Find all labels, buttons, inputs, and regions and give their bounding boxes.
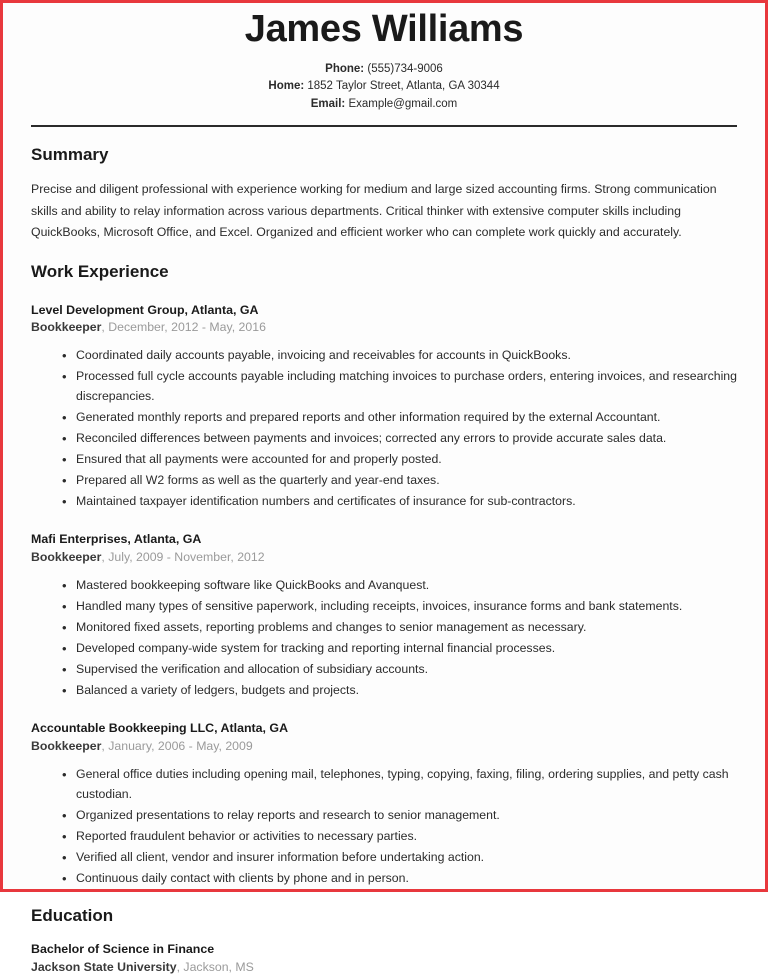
job-entry xyxy=(31,302,737,512)
section-title-education: Education xyxy=(31,906,114,926)
job-meta xyxy=(31,319,737,337)
job-bullet: • Organized presentations to relay reports and research to senior management. xyxy=(31,806,737,826)
job-bullet: • Processed full cycle accounts payable including matching invoices to purchase orders, entering invoices, and researching discrepancies. xyxy=(31,367,737,407)
job-bullet: • Mastered bookkeeping software like QuickBooks and Avanquest. xyxy=(31,576,737,596)
contact-label-email: Email: xyxy=(310,97,346,110)
job-dates: , July, 2009 - November, 2012 xyxy=(101,550,265,565)
job-organization: Mafi Enterprises, Atlanta, GA xyxy=(31,532,202,547)
education-school-name: Jackson State University xyxy=(31,959,177,974)
job-organization: Accountable Bookkeeping LLC, Atlanta, GA xyxy=(31,721,289,736)
job-bullet: • Reported fraudulent behavior or activities to necessary parties. xyxy=(31,827,737,847)
section-summary xyxy=(31,145,737,244)
education-school-location: , Jackson, MS xyxy=(176,959,254,974)
resume-header xyxy=(31,7,737,113)
job-meta xyxy=(31,738,737,756)
contact-value-home: 1852 Taylor Street, Atlanta, GA 30344 xyxy=(307,80,500,93)
section-title-summary: Summary xyxy=(31,145,109,165)
education-school-line xyxy=(31,959,737,976)
education-entry xyxy=(31,941,737,976)
job-bullet: • Reconciled differences between payments and invoices; corrected any errors to provide accurate sales data. xyxy=(31,429,737,449)
job-bullet: • Monitored fixed assets, reporting problems and changes to senior management as necessary. xyxy=(31,618,737,638)
job-bullet: • Generated monthly reports and prepared reports and other information required by the external Accountant. xyxy=(31,408,737,428)
contact-line-email xyxy=(31,96,737,113)
candidate-name: James Williams xyxy=(244,8,524,50)
job-bullet: • Ensured that all payments were accounted for and properly posted. xyxy=(31,450,737,470)
summary-text: Precise and diligent professional with experience working for medium and large sized accounting firms. Strong communication skills and ability to relay information across various departments. Critical thinker with extensive computer skills including QuickBooks, Microsoft Office, and Excel. Organized and efficient worker who can complete work quickly and accurately. xyxy=(31,181,717,240)
job-role: Bookkeeper xyxy=(31,739,102,754)
job-bullet: • Prepared all W2 forms as well as the quarterly and year-end taxes. xyxy=(31,471,737,491)
job-meta xyxy=(31,549,737,567)
job-dates: , December, 2012 - May, 2016 xyxy=(101,320,266,335)
contact-value-email: Example@gmail.com xyxy=(348,97,458,110)
contact-label-home: Home: xyxy=(268,80,305,93)
resume-content xyxy=(3,7,765,974)
job-bullet: • Balanced a variety of ledgers, budgets and projects. xyxy=(31,681,737,701)
job-role: Bookkeeper xyxy=(31,320,102,335)
job-bullet: • Supervised the verification and allocation of subsidiary accounts. xyxy=(31,660,737,680)
job-bullets xyxy=(31,765,737,888)
job-bullets xyxy=(31,346,737,511)
job-bullet: • Coordinated daily accounts payable, invoicing and receivables for accounts in QuickBooks. xyxy=(31,346,737,366)
contact-line-home xyxy=(31,78,737,95)
job-bullet: • Continuous daily contact with clients by phone and in person. xyxy=(31,869,737,889)
education-degree: Bachelor of Science in Finance xyxy=(31,941,215,956)
header-divider xyxy=(31,125,737,127)
contact-label-phone: Phone: xyxy=(325,62,365,75)
job-bullet: • Maintained taxpayer identification numbers and certificates of insurance for sub-contractors. xyxy=(31,492,737,512)
job-bullets xyxy=(31,576,737,700)
contact-line-phone xyxy=(31,61,737,78)
job-bullet: • General office duties including opening mail, telephones, typing, copying, faxing, filing, ordering supplies, and petty cash custodian. xyxy=(31,765,737,805)
job-role: Bookkeeper xyxy=(31,550,102,565)
job-entry xyxy=(31,531,737,700)
job-bullet: • Handled many types of sensitive paperwork, including receipts, invoices, insurance forms and bank statements. xyxy=(31,597,737,617)
job-bullet: • Developed company-wide system for tracking and reporting internal financial processes. xyxy=(31,639,737,659)
section-title-work-experience: Work Experience xyxy=(31,262,169,282)
contact-value-phone: (555)734-9006 xyxy=(367,62,443,75)
job-entry xyxy=(31,720,737,888)
section-work-experience xyxy=(31,262,737,888)
job-organization: Level Development Group, Atlanta, GA xyxy=(31,302,259,317)
job-bullet: • Verified all client, vendor and insurer information before undertaking action. xyxy=(31,848,737,868)
contact-block xyxy=(31,61,737,113)
section-education xyxy=(31,906,737,976)
job-dates: , January, 2006 - May, 2009 xyxy=(101,739,253,754)
